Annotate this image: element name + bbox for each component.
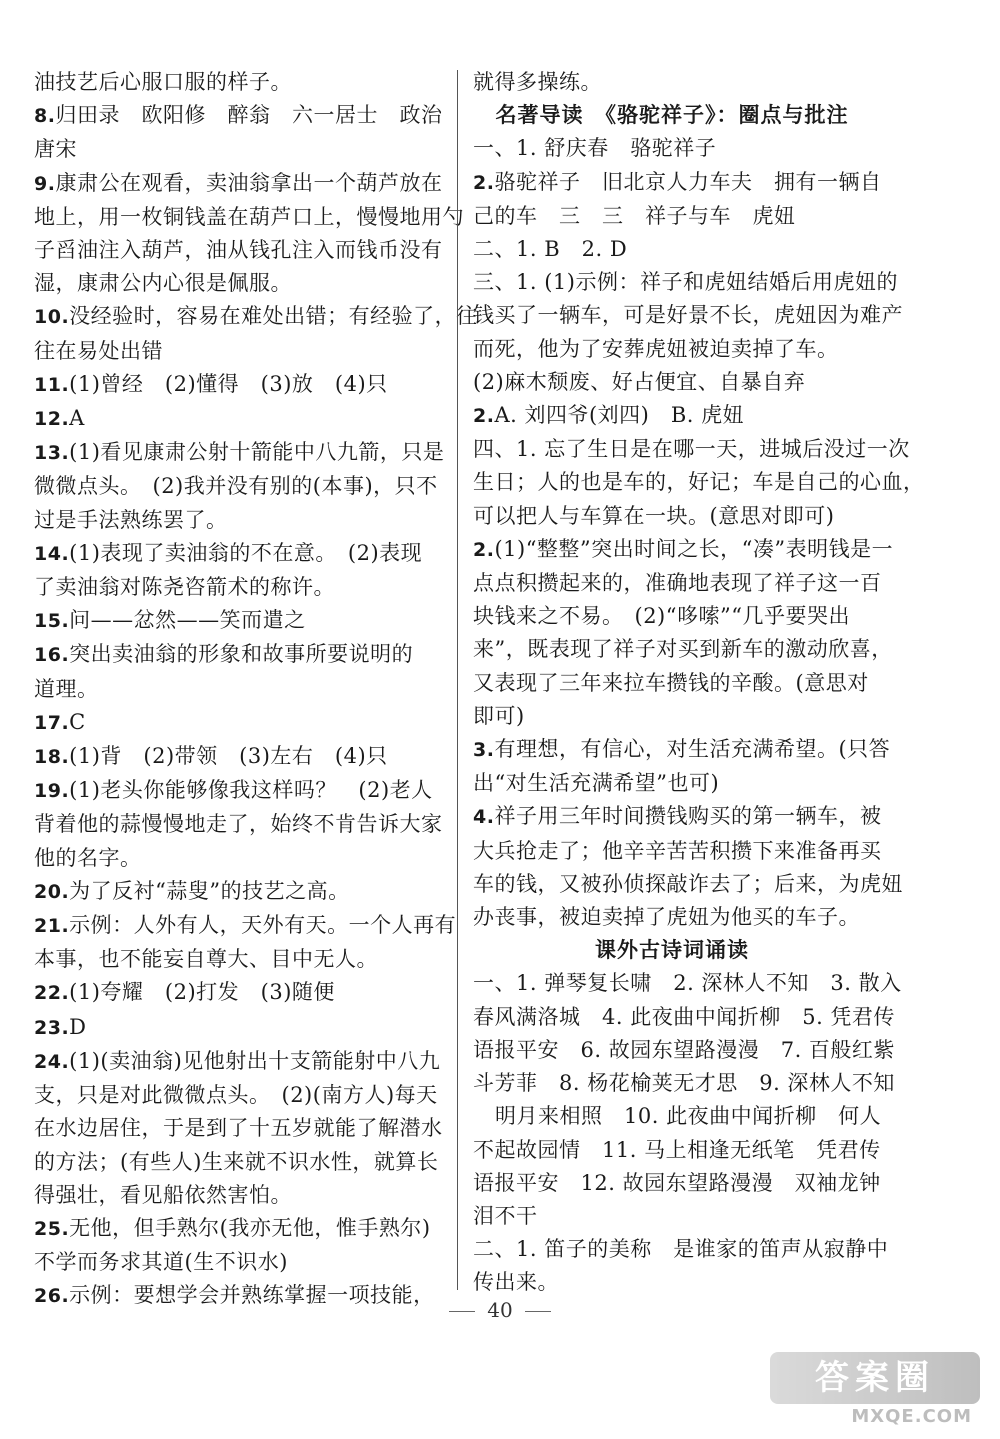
question-number: 23. [34, 1016, 70, 1039]
answer-line [34, 267, 440, 300]
answer-text: (1)夸耀 (2)打发 (3)随便 [69, 980, 335, 1005]
answer-text: 一、1. 弹琴复长啸 2. 深林人不知 3. 散入 [473, 971, 902, 996]
answer-line [473, 700, 871, 733]
answer-line [34, 436, 445, 470]
answer-line [473, 567, 882, 600]
answer-line [34, 167, 443, 201]
answer-line [473, 299, 903, 332]
answer-line [473, 868, 903, 901]
answer-line [473, 500, 871, 533]
question-number: 13. [34, 442, 70, 465]
answer-text: 归田录 欧阳修 醉翁 六一居士 政治 [55, 103, 443, 128]
answer-line [34, 842, 440, 875]
question-number: 11. [34, 373, 70, 396]
answer-line [473, 266, 898, 299]
answer-line [473, 835, 882, 868]
answer-line [473, 1167, 881, 1200]
question-number: 16. [34, 644, 70, 667]
answer-text: 春风满洛城 4. 此夜曲中闻折柳 5. 凭君传 [473, 1004, 895, 1029]
question-number: 9. [34, 172, 56, 195]
answer-text: 二、1. 笛子的美称 是谁家的笛声从寂静中 [473, 1237, 889, 1262]
column-divider [457, 70, 458, 1290]
answer-text: 点点积攒起来的，准确地表现了祥子这一百 [473, 571, 882, 596]
answer-text: (1)看见康肃公射十箭能中八九箭，只是 [69, 440, 445, 465]
question-number: 24. [34, 1050, 70, 1073]
watermark-domain: MXQE.COM [851, 1406, 972, 1427]
answer-text: 四、1. 忘了生日是在哪一天，进城后没过一次 [473, 437, 910, 462]
answer-line [473, 767, 871, 800]
answer-line [34, 1079, 440, 1112]
answer-text: 大兵抢走了；他辛辛苦苦积攒下来准备再买 [473, 838, 882, 863]
answer-line [34, 943, 440, 976]
answer-line [473, 166, 882, 200]
question-number: 10. [34, 306, 70, 329]
answer-line [34, 1212, 440, 1246]
answer-text: 往在易处出错 [34, 338, 163, 363]
answer-line [473, 1200, 871, 1233]
answer-line [34, 571, 440, 604]
answer-text: 为了反衬“蒜叟”的技艺之高。 [69, 878, 350, 903]
answer-text: 语报平安 6. 故园东望路漫漫 7. 百般红紫 [473, 1037, 895, 1062]
question-number: 17. [34, 711, 70, 734]
answer-line [34, 1246, 440, 1279]
answer-line [34, 99, 443, 133]
answer-text: 过是手法熟练罢了。 [34, 507, 228, 532]
answer-line [34, 234, 443, 267]
page-number: 40 [487, 1298, 513, 1322]
question-number: 26. [34, 1285, 70, 1308]
question-number: 15. [34, 610, 70, 633]
answer-text: 二、1. B 2. D [473, 237, 628, 262]
answer-text: 一、1. 舒庆春 骆驼祥子 [473, 136, 717, 161]
answer-text: 本事，也不能妄自尊大、目中无人。 [34, 947, 378, 972]
answer-text: 无他，但手熟尔(我亦无他，惟手熟尔) [69, 1215, 431, 1240]
answer-line [34, 976, 440, 1010]
answer-line [473, 1134, 881, 1167]
question-number: 25. [34, 1217, 70, 1240]
answer-text: 不起故园情 11. 马上相逢无纸笔 凭君传 [473, 1137, 881, 1162]
answer-text: 可以把人与车算在一块。(意思对即可) [473, 503, 835, 528]
answer-line [473, 1233, 889, 1266]
answer-text: 三、1. (1)示例：祥子和虎妞结婚后用虎妞的 [473, 270, 898, 295]
answer-text: 问——忿然——笑而遣之 [69, 608, 306, 633]
answer-text: C [69, 709, 86, 734]
answer-line [473, 132, 871, 165]
footer-dash-left [449, 1311, 475, 1312]
footer-dash-right [525, 1311, 551, 1312]
answer-text: 背着他的蒜慢慢地走了，始终不肯告诉大家 [34, 812, 443, 837]
answer-line [34, 300, 478, 334]
answer-line [473, 66, 871, 99]
question-number: 2. [473, 171, 495, 194]
answer-line [34, 1112, 443, 1145]
answer-text: A. 刘四爷(刘四) B. 虎妞 [494, 403, 745, 428]
answer-text: (1)曾经 (2)懂得 (3)放 (4)只 [69, 371, 388, 396]
left-column [34, 66, 478, 1314]
answer-text: 微微点头。 (2)我并没有别的(本事)，只不 [34, 474, 438, 499]
answer-text: 祥子用三年时间攒钱购买的第一辆车，被 [494, 804, 882, 829]
answer-text: (2)麻木颓废、好占便宜、自暴自弃 [473, 369, 806, 394]
answer-line [473, 366, 871, 399]
answer-text: 在水边居住，于是到了十五岁就能了解潜水 [34, 1116, 443, 1141]
answer-line [34, 133, 440, 166]
answer-line [34, 537, 440, 571]
answer-line [473, 333, 871, 366]
answer-text: 得强壮，看见船依然害怕。 [34, 1182, 292, 1207]
answer-text: 块钱来之不易。 (2)“哆嗦”“几乎要哭出 [473, 604, 850, 629]
answer-text: 泪不干 [473, 1203, 538, 1228]
answer-text: 子舀油注入葫芦，油从钱孔注入而钱币没有 [34, 238, 443, 263]
answer-line [34, 470, 440, 503]
question-number: 3. [473, 739, 495, 762]
question-number: 20. [34, 880, 70, 903]
answer-line [473, 600, 871, 633]
answer-line [34, 909, 457, 943]
answer-text: 办丧事，被迫卖掉了虎妞为他买的车子。 [473, 905, 860, 930]
answer-text: 钱买了一辆车，可是好景不长，虎妞因为难产 [473, 303, 903, 328]
answer-line [473, 399, 871, 433]
answer-line [473, 1266, 871, 1299]
answer-text: 有理想，有信心，对生活充满希望。(只答 [494, 737, 891, 762]
answer-text: (1)背 (2)带领 (3)左右 (4)只 [69, 744, 388, 769]
answer-line [34, 504, 440, 537]
question-number: 19. [34, 780, 70, 803]
answer-text: 湿，康肃公内心很是佩服。 [34, 271, 292, 296]
answer-text: (1)“整整”突出时间之长，“凑”表明钱是一 [494, 536, 894, 561]
answer-line [473, 466, 925, 499]
answer-line [473, 1100, 882, 1133]
answer-line [473, 667, 871, 700]
answer-text: 突出卖油翁的形象和故事所要说明的 [69, 642, 414, 667]
answer-line [34, 604, 440, 638]
answer-text: 斗芳菲 8. 杨花榆荚无才思 9. 深林人不知 [473, 1071, 895, 1096]
answer-line [473, 633, 893, 666]
answer-text: 示例：人外有人，天外有天。一个人再有 [69, 913, 457, 938]
question-number: 2. [473, 538, 495, 561]
answer-text: D [69, 1014, 87, 1039]
answer-line [34, 638, 440, 672]
answer-line [34, 1045, 440, 1079]
answer-line [473, 1067, 895, 1100]
question-number: 4. [473, 806, 495, 829]
answer-line [34, 335, 440, 368]
answer-text: 地上，用一枚铜钱盖在葫芦口上，慢慢地用勺 [34, 204, 464, 229]
answer-line [34, 740, 440, 774]
answer-line [34, 368, 440, 402]
answer-line [473, 533, 894, 567]
answer-line [473, 433, 910, 466]
question-number: 2. [473, 405, 495, 428]
section-heading: 名著导读 《骆驼祥子》：圈点与批注 [495, 103, 849, 128]
answer-text: 己的车 三 三 祥子与车 虎妞 [473, 203, 796, 228]
answer-text: (1)老头你能够像我这样吗？ (2)老人 [69, 778, 433, 803]
answer-line [34, 673, 440, 706]
site-watermark [770, 1352, 980, 1432]
answer-text: 没经验时，容易在难处出错；有经验了，往 [69, 304, 478, 329]
right-column [473, 66, 925, 1300]
question-number: 8. [34, 105, 56, 128]
answer-text: 支，只是对此微微点头。 (2)(南方人)每天 [34, 1083, 438, 1108]
answer-text: 道理。 [34, 676, 99, 701]
answer-text: 示例：要想学会并熟练掌握一项技能， [69, 1283, 435, 1308]
answer-text: 车的钱，又被孙侦探敲诈去了；后来，为虎妞 [473, 871, 903, 896]
watermark-logo: 答案圈 [770, 1352, 980, 1404]
answer-line [473, 1034, 895, 1067]
answer-text: 又表现了三年来拉车攒钱的辛酸。(意思对 [473, 670, 869, 695]
section-heading: 课外古诗词诵读 [595, 938, 749, 963]
answer-line [34, 402, 440, 436]
answer-text: 他的名字。 [34, 845, 142, 870]
answer-text: 出“对生活充满希望”也可) [473, 771, 720, 796]
page-footer [0, 1298, 1000, 1322]
answer-text: 即可) [473, 703, 525, 728]
answer-line [34, 66, 440, 99]
answer-line [34, 774, 440, 808]
answer-line [34, 808, 443, 841]
answer-line [34, 1179, 440, 1212]
question-number: 18. [34, 746, 70, 769]
answer-line [473, 967, 902, 1000]
answer-text: 康肃公在观看，卖油翁拿出一个葫芦放在 [55, 170, 443, 195]
answer-text: 语报平安 12. 故园东望路漫漫 双袖龙钟 [473, 1170, 881, 1195]
answer-line [473, 233, 871, 266]
question-number: 22. [34, 982, 70, 1005]
answer-line [473, 901, 871, 934]
answer-line [473, 733, 891, 767]
answer-text: 的方法；(有些人)生来就不识水性，就算长 [34, 1149, 439, 1174]
question-number: 14. [34, 542, 70, 565]
question-number: 12. [34, 408, 70, 431]
answer-line [34, 875, 440, 909]
answer-text: (1)表现了卖油翁的不在意。 (2)表现 [69, 540, 423, 565]
answer-text: 来”，既表现了祥子对买到新车的激动欣喜， [473, 637, 893, 662]
answer-line [473, 200, 871, 233]
answer-text: 传出来。 [473, 1270, 559, 1295]
answer-line [34, 1146, 440, 1179]
answer-text: 唐宋 [34, 137, 77, 162]
answer-line [34, 1011, 440, 1045]
answer-line [34, 201, 464, 234]
answer-text: (1)(卖油翁)见他射出十支箭能射中八九 [69, 1048, 441, 1073]
answer-text: 就得多操练。 [473, 70, 602, 94]
answer-line [34, 706, 440, 740]
question-number: 21. [34, 915, 70, 938]
answer-text: 不学而务求其道(生不识水) [34, 1250, 288, 1275]
answer-line [473, 800, 882, 834]
answer-text: 骆驼祥子 旧北京人力车夫 拥有一辆自 [494, 169, 882, 194]
answer-text: A [69, 406, 85, 431]
answer-text: 生日；人的也是车的，好记；车是自己的心血， [473, 470, 925, 495]
answer-line [473, 1001, 895, 1034]
answer-text: 明月来相照 10. 此夜曲中闻折柳 何人 [495, 1104, 882, 1129]
answer-text: 而死，他为了安葬虎妞被迫卖掉了车。 [473, 336, 839, 361]
answer-text: 了卖油翁对陈尧咨箭术的称许。 [34, 575, 335, 600]
answer-text: 油技艺后心服口服的样子。 [34, 70, 292, 94]
